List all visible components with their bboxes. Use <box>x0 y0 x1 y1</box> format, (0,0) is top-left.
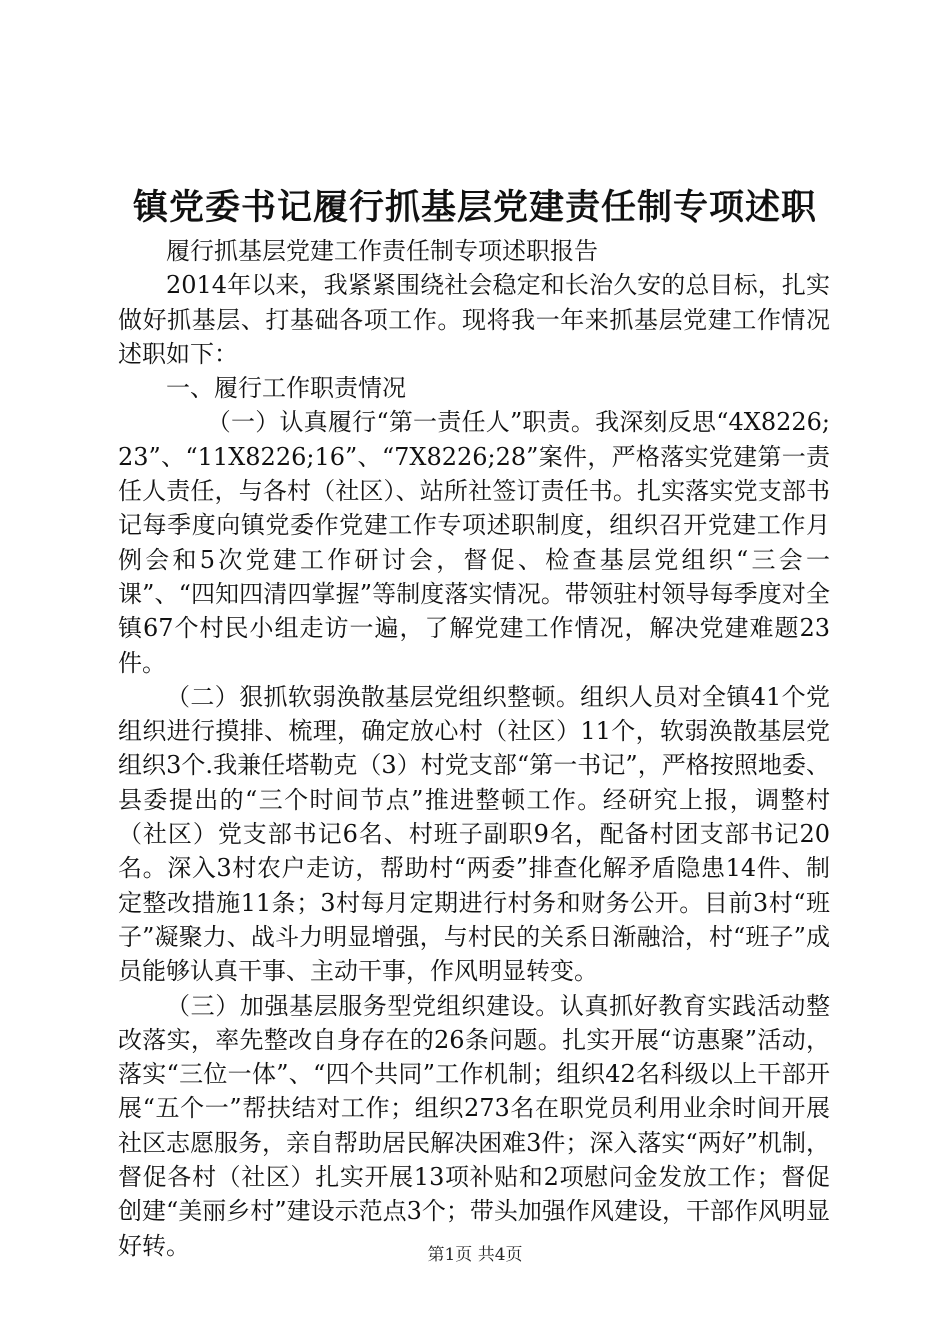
paragraph-first-responsibility: （一）认真履行“第一责任人”职责。我深刻反思“4X8226;23”、“11X8226;16”、“7X8226;28”案件，严格落实党建第一责任人责任，与各村（社区）、站所社签订责任书。扎实落实党支部书记每季度向镇党委作党建工作专项述职制度，组织召开党建工作月例会和5次党建工作研讨会，督促、检查基层党组织“三会一课”、“四知四清四掌握”等制度落实情况。带领驻村领导每季度对全镇67个村民小组走访一遍，了解党建工作情况，解决党建难题23件。 <box>118 408 830 677</box>
report-subtitle: 履行抓基层党建工作责任制专项述职报告 <box>166 237 598 265</box>
document-title: 镇党委书记履行抓基层党建责任制专项述职 <box>132 187 817 228</box>
intro-paragraph: 2014年以来，我紧紧围绕社会稳定和长治久安的总目标，扎实做好抓基层、打基础各项工作。现将我一年来抓基层党建工作情况述职如下： <box>118 271 830 368</box>
page-number-footer: 第1页 共4页 <box>427 1245 523 1265</box>
section-heading: 一、履行工作职责情况 <box>166 374 406 403</box>
document-body <box>118 234 830 1263</box>
paragraph-rectification: （二）狠抓软弱涣散基层党组织整顿。组织人员对全镇41个党组织进行摸排、梳理，确定放心村（社区）11个，软弱涣散基层党组织3个.我兼任塔勒克（3）村党支部“第一书记”，严格按照地委、县委提出的“三个时间节点”推进整顿工作。经研究上报，调整村（社区）党支部书记6名、村班子副职9名，配备村团支部书记20名。深入3村农户走访，帮助村“两委”排查化解矛盾隐患14件、制定整改措施11条；3村每月定期进行村务和财务公开。目前3村“班子”凝聚力、战斗力明显增强，与村民的关系日渐融洽，村“班子”成员能够认真干事、主动干事，作风明显转变。 <box>118 682 830 986</box>
paragraph-service-organization: （三）加强基层服务型党组织建设。认真抓好教育实践活动整改落实，率先整改自身存在的26条问题。扎实开展“访惠聚”活动，落实“三位一体”、“四个共同”工作机制；组织42名科级以上干部开展“五个一”帮扶结对工作；组织273名在职党员利用业余时间开展社区志愿服务，亲自帮助居民解决困难3件；深入落实“两好”机制，督促各村（社区）扎实开展13项补贴和2项慰问金发放工作；督促创建“美丽乡村”建设示范点3个；带头加强作风建设，干部作风明显好转。 <box>118 991 830 1260</box>
